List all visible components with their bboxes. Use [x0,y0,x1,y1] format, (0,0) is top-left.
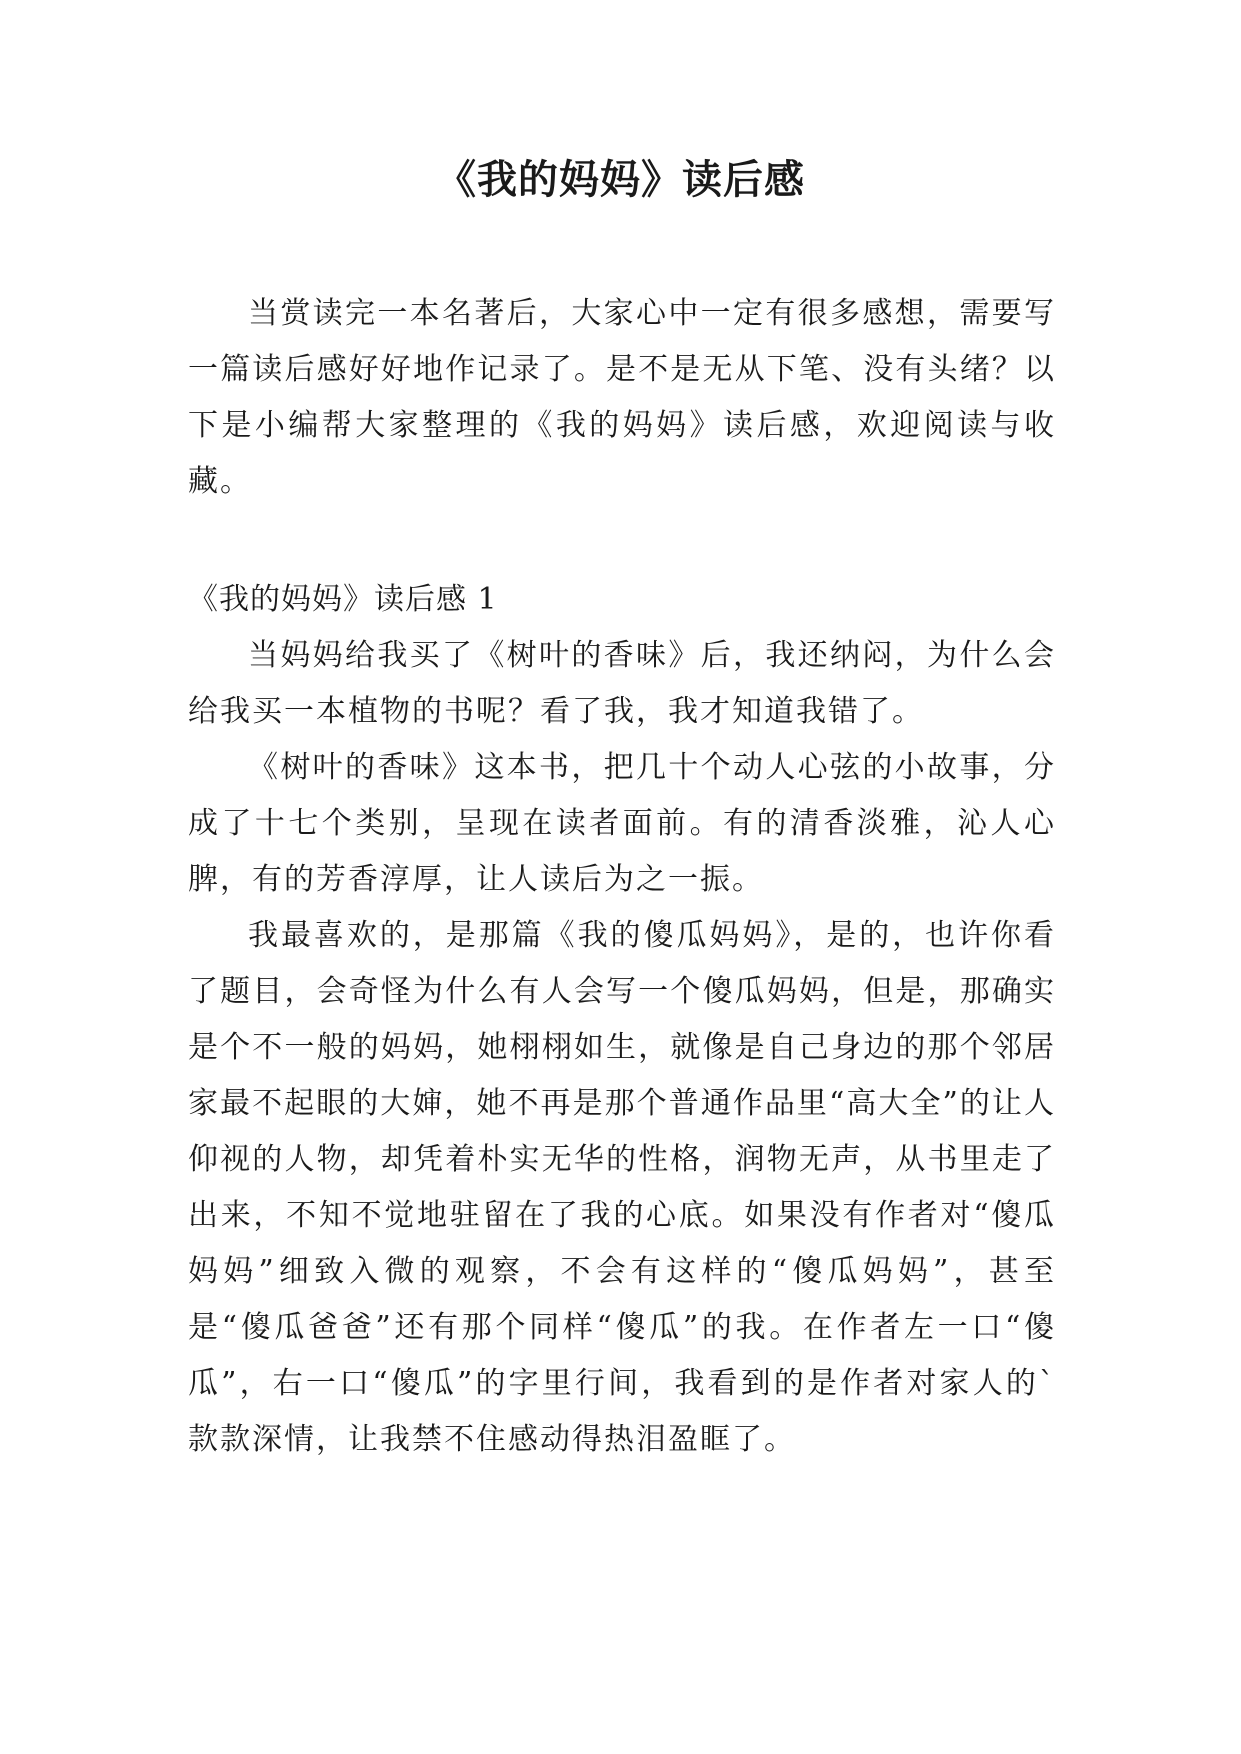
intro-paragraph: 当赏读完一本名著后，大家心中一定有很多感想，需要写一篇读后感好好地作记录了。是不是无从下笔、没有头绪？以下是小编帮大家整理的《我的妈妈》读后感，欢迎阅读与收藏。 [188,296,1056,499]
section-heading: 《我的妈妈》读后感 1 [188,582,498,617]
body-paragraph-3: 我最喜欢的，是那篇《我的傻瓜妈妈》，是的，也许你看了题目，会奇怪为什么有人会写一个傻瓜妈妈，但是，那确实是个不一般的妈妈，她栩栩如生，就像是自己身边的那个邻居家最不起眼的大婶，她不再是那个普通作品里“高大全”的让人仰视的人物，却凭着朴实无华的性格，润物无声，从书里走了出来，不知不觉地驻留在了我的心底。如果没有作者对“傻瓜妈妈”细致入微的观察，不会有这样的“傻瓜妈妈”，甚至是“傻瓜爸爸”还有那个同样“傻瓜”的我。在作者左一口“傻瓜”，右一口“傻瓜”的字里行间，我看到的是作者对家人的`款款深情，让我禁不住感动得热泪盈眶了。 [188,918,1056,1457]
body-paragraph-1: 当妈妈给我买了《树叶的香味》后，我还纳闷，为什么会给我买一本植物的书呢？看了我，我才知道我错了。 [188,638,1056,729]
document-title: 《我的妈妈》读后感 [436,156,805,203]
body-paragraph-2: 《树叶的香味》这本书，把几十个动人心弦的小故事，分成了十七个类别，呈现在读者面前。有的清香淡雅，沁人心脾，有的芳香淳厚，让人读后为之一振。 [188,750,1056,897]
document-body [188,286,1056,1468]
